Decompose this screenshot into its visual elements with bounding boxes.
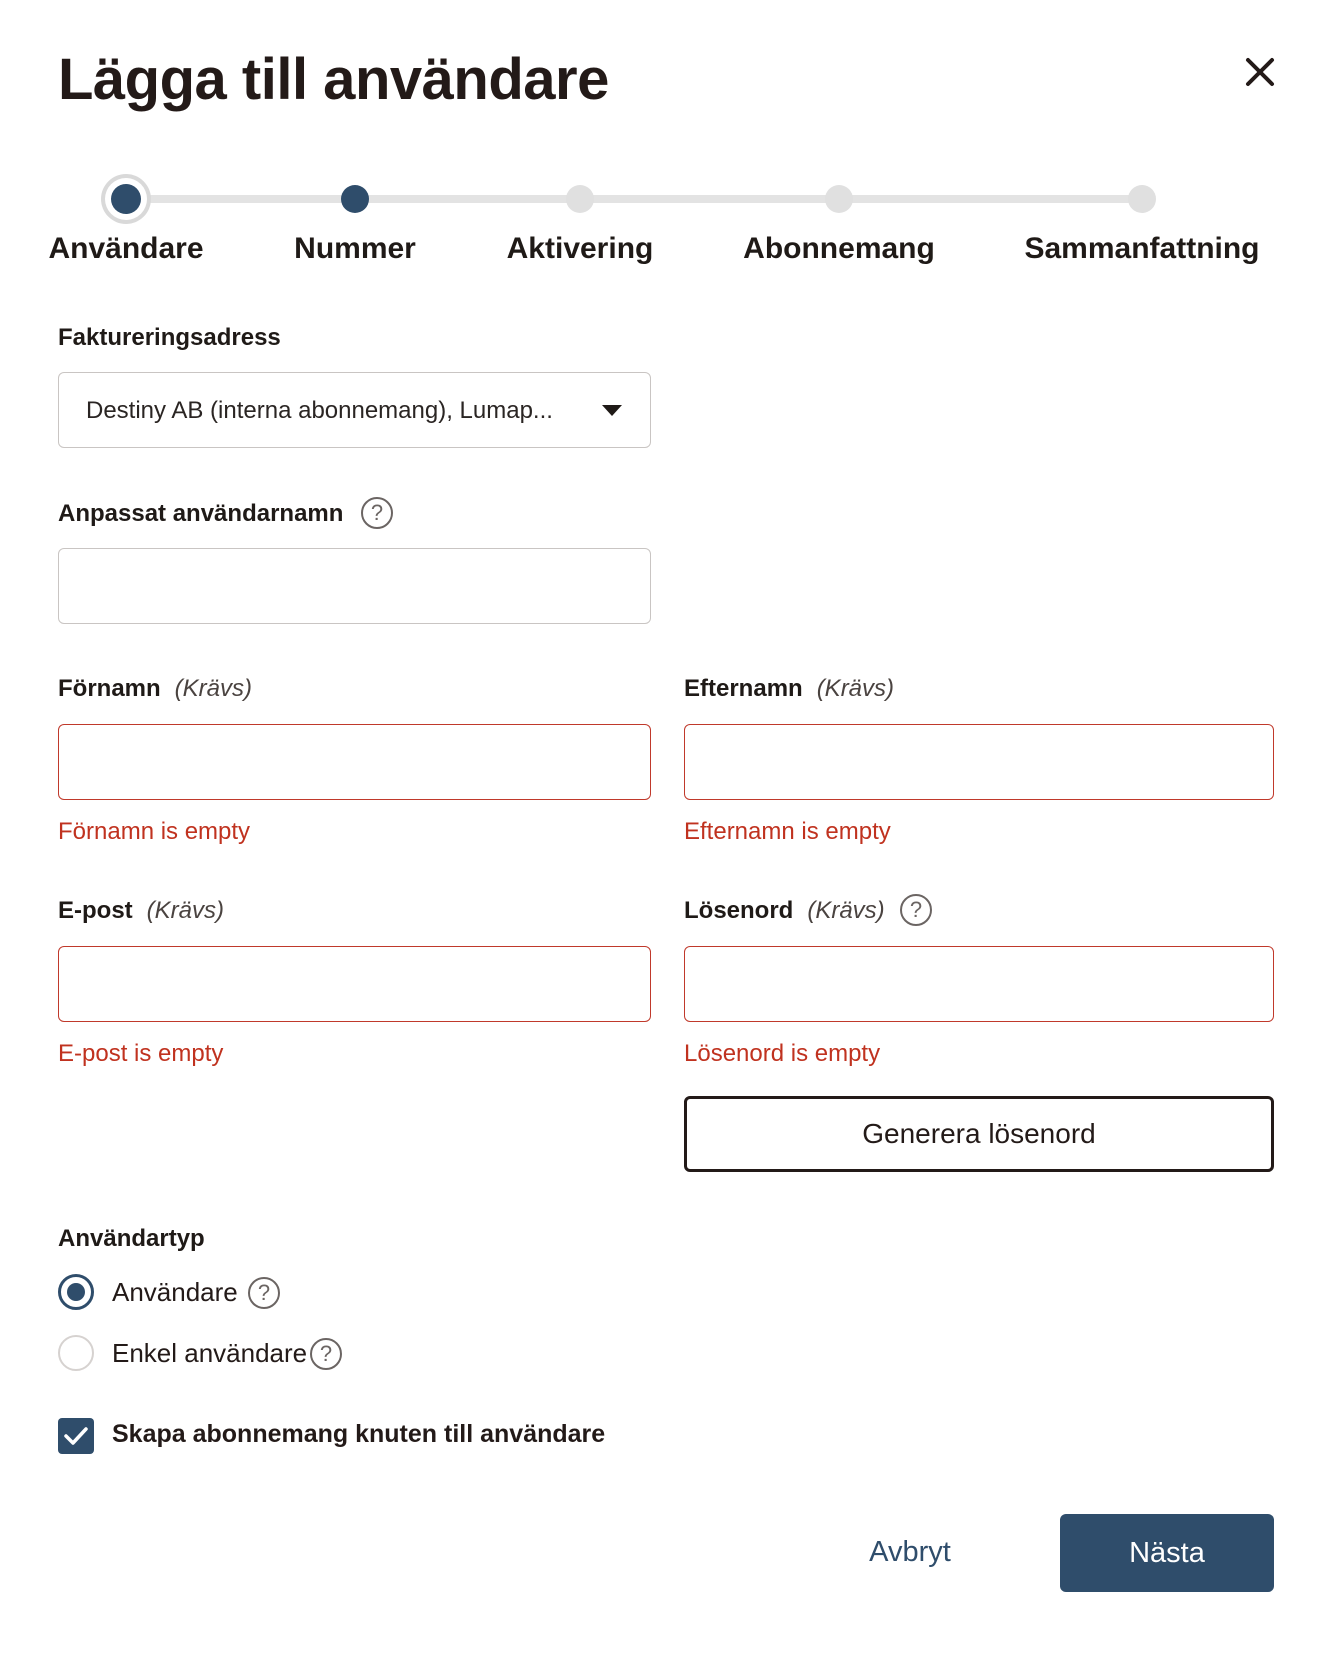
- user-type-option-anvandare[interactable]: Användare: [112, 1277, 238, 1307]
- custom-username-input[interactable]: [58, 548, 651, 624]
- create-subscription-checkbox[interactable]: [58, 1418, 94, 1454]
- checkmark-icon: [58, 1418, 94, 1454]
- step-label-nummer: Nummer: [294, 232, 416, 265]
- last-name-required: (Krävs): [816, 675, 895, 702]
- step-label-sammanfattning: Sammanfattning: [1024, 232, 1260, 265]
- billing-address-select[interactable]: [58, 372, 651, 448]
- user-type-radio-enkel[interactable]: [58, 1335, 94, 1371]
- user-type-label: Användartyp: [58, 1225, 205, 1252]
- create-subscription-label[interactable]: Skapa abonnemang knuten till användare: [112, 1420, 606, 1448]
- close-icon[interactable]: [1240, 52, 1280, 92]
- step-dot-aktivering: [566, 185, 594, 213]
- first-name-input[interactable]: [58, 724, 651, 800]
- custom-username-label: Anpassat användarnamn: [58, 500, 344, 527]
- email-required: (Krävs): [146, 897, 225, 924]
- email-error: E-post is empty: [58, 1040, 224, 1067]
- stepper: [0, 170, 1318, 280]
- help-icon[interactable]: ?: [248, 1277, 280, 1309]
- last-name-label-text: Efternamn: [684, 675, 803, 702]
- step-dot-sammanfattning: [1128, 185, 1156, 213]
- user-type-option-enkel[interactable]: Enkel användare: [112, 1338, 308, 1368]
- password-required: (Krävs): [807, 897, 885, 924]
- step-dot-anvandare: [111, 184, 141, 214]
- help-icon[interactable]: ?: [361, 497, 393, 529]
- cancel-button[interactable]: Avbryt: [869, 1536, 951, 1568]
- step-dot-abonnemang: [825, 185, 853, 213]
- password-label-text: Lösenord: [684, 897, 794, 924]
- help-icon[interactable]: ?: [900, 894, 932, 926]
- last-name-input[interactable]: [684, 724, 1274, 800]
- next-button[interactable]: Nästa: [1060, 1514, 1274, 1592]
- step-label-abonnemang: Abonnemang: [743, 232, 935, 265]
- caret-down-icon: [602, 405, 622, 416]
- step-label-aktivering: Aktivering: [506, 232, 654, 265]
- email-label: [58, 897, 224, 925]
- stepper-track: [126, 195, 1136, 203]
- first-name-label: [58, 675, 252, 703]
- dialog-title: Lägga till användare: [58, 47, 609, 112]
- user-type-radio-anvandare[interactable]: [58, 1274, 94, 1310]
- first-name-required: (Krävs): [174, 675, 253, 702]
- first-name-error: Förnamn is empty: [58, 818, 251, 845]
- billing-address-value: Destiny AB (interna abonnemang), Lumap...: [86, 397, 553, 424]
- password-label: [684, 897, 885, 925]
- password-input[interactable]: [684, 946, 1274, 1022]
- generate-password-button[interactable]: Generera lösenord: [684, 1096, 1274, 1172]
- step-dot-nummer: [341, 185, 369, 213]
- email-input[interactable]: [58, 946, 651, 1022]
- password-error: Lösenord is empty: [684, 1040, 881, 1067]
- last-name-error: Efternamn is empty: [684, 818, 891, 845]
- email-label-text: E-post: [58, 897, 133, 924]
- billing-address-label: Faktureringsadress: [58, 324, 281, 351]
- first-name-label-text: Förnamn: [58, 675, 161, 702]
- help-icon[interactable]: ?: [310, 1338, 342, 1370]
- last-name-label: [684, 675, 894, 703]
- step-label-anvandare: Användare: [48, 232, 204, 265]
